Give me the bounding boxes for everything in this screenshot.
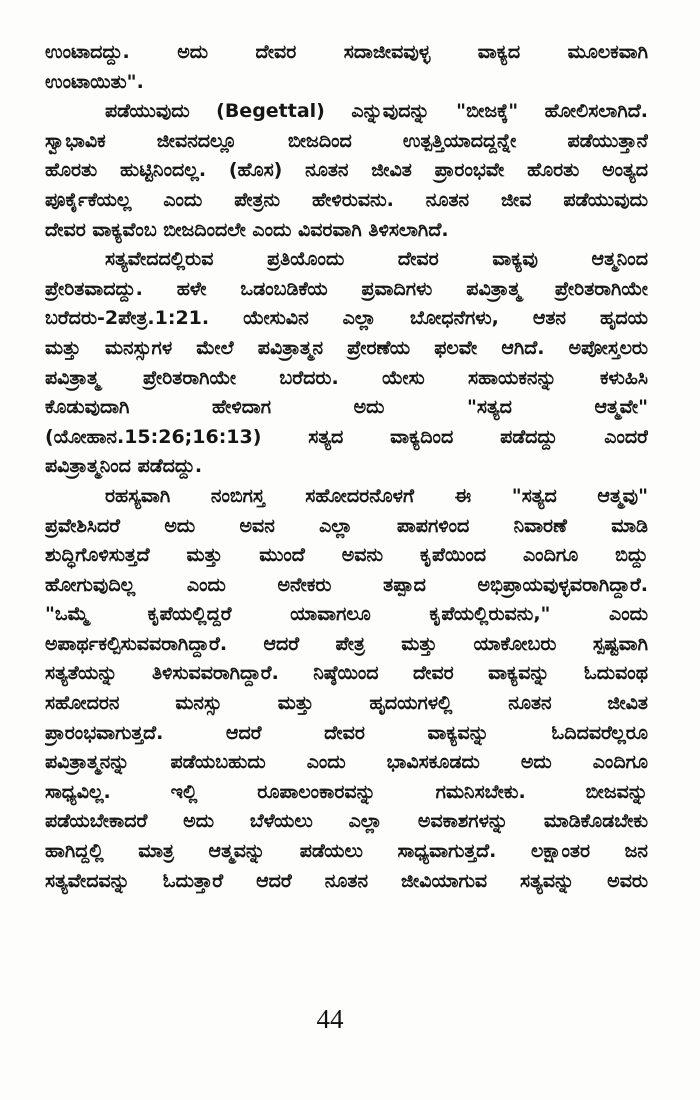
page-number: 44 — [316, 1004, 344, 1034]
text-line: "ಒಮ್ಮೆ ಕೃಪೆಯಲ್ಲಿದ್ದರೆ ಯಾವಾಗಲೂ ಕೃಪೆಯಲ್ಲಿರುವನು," ಎಂದು — [45, 603, 648, 626]
text-line: ಹಾಗಿದ್ದಲ್ಲಿ ಮಾತ್ರ ಆತ್ಮವನ್ನು ಪಡೆಯಲು ಸಾಧ್ಯವಾಗುತ್ತದೆ. ಲಕ್ಷಾಂತರ ಜನ — [45, 840, 648, 863]
text-line: ಪ್ರೇರಿತವಾದದ್ದು. ಹಳೇ ಒಡಂಬಡಿಕೆಯ ಪ್ರವಾದಿಗಳು ಪವಿತ್ರಾತ್ಮ ಪ್ರೇರಿತರಾಗಿಯೇ — [45, 277, 648, 300]
text-line: ಸತ್ಯವೇದವನ್ನು ಓದುತ್ತಾರೆ ಆದರೆ ನೂತನ ಜೀವಿಯಾಗುವ ಸತ್ಯವನ್ನು ಅವರು — [45, 869, 648, 892]
text-line: ಪವಿತ್ರಾತ್ಮನಿಂದ ಪಡೆದದ್ದು. — [45, 455, 203, 478]
text-line: ದೇವರ ವಾಕ್ಯವೆಂಬ ಬೀಜದಿಂದಲೇ ಎಂದು ವಿವರವಾಗಿ ತಿಳಿಸಲಾಗಿದೆ. — [45, 218, 449, 241]
text-line: ಪೂರ್ಕೈಕೆಯಲ್ಲ ಎಂದು ಪೇತ್ರನು ಹೇಳಿರುವನು. ನೂತನ ಜೀವ ಪಡೆಯುವುದು — [45, 188, 648, 211]
text-line: ಸ್ವಾಭಾವಿಕ ಜೀವನದಲ್ಲೂ ಬೀಜದಿಂದ ಉತ್ಪತ್ತಿಯಾದದ್ದನ್ನೇ ಪಡೆಯುತ್ತಾನೆ — [45, 129, 648, 152]
text-line: ಅಪಾರ್ಥಕಲ್ಪಿಸುವವರಾಗಿದ್ದಾರೆ. ಆದರೆ ಪೇತ್ರ ಮತ್ತು ಯಾಕೋಬರು ಸ್ಪಷ್ಟವಾಗಿ — [45, 632, 648, 655]
text-line: ಉಂಟಾದದ್ದು. ಅದು ದೇವರ ಸದಾಜೀವವುಳ್ಳ ವಾಕ್ಯದ ಮೂಲಕವಾಗಿ — [45, 41, 648, 63]
text-line: ಪವಿತ್ರಾತ್ಮನನ್ನು ಪಡೆಯಬಹುದು ಎಂದು ಭಾವಿಸಕೂಡದು ಅದು ಎಂದಿಗೂ — [45, 751, 648, 774]
paragraph-start-line: ಸತ್ಯವೇದದಲ್ಲಿರುವ ಪ್ರತಿಯೊಂದು ದೇವರ ವಾಕ್ಯವು ಆತ್ಮನಿಂದ — [105, 248, 648, 271]
text-line: ಪ್ರಾರಂಭವಾಗುತ್ತದೆ. ಆದರೆ ದೇವರ ವಾಕ್ಯವನ್ನು ಓದಿದವರೆಲ್ಲರೂ — [45, 721, 648, 744]
text-line: ಪ್ರವೇಶಿಸಿದರೆ ಅದು ಅವನ ಎಲ್ಲಾ ಪಾಪಗಳಿಂದ ನಿವಾರಣೆ ಮಾಡಿ — [45, 514, 648, 537]
text-line: ಪಡೆಯಬೇಕಾದರೆ ಅದು ಬೆಳೆಯಲು ಎಲ್ಲಾ ಅವಕಾಶಗಳನ್ನು ಮಾಡಿಕೊಡಬೇಕು — [45, 810, 648, 833]
body-text — [45, 38, 648, 896]
text-line: (ಯೋಹಾನ.15:26;16:13) ಸತ್ಯದ ವಾಕ್ಯದಿಂದ ಪಡೆದದ್ದು ಎಂದರೆ — [45, 425, 648, 448]
text-line: ಶುದ್ಧಿಗೊಳಿಸುತ್ತದೆ ಮತ್ತು ಮುಂದೆ ಅವನು ಕೃಪೆಯಿಂದ ಎಂದಿಗೂ ಬಿದ್ದು — [45, 544, 648, 567]
text-line: ಹೋಗುವುದಿಲ್ಲ ಎಂದು ಅನೇಕರು ತಪ್ಪಾದ ಅಭಿಪ್ರಾಯವುಳ್ಳವರಾಗಿದ್ದಾರೆ. — [45, 573, 648, 596]
text-line: ಸಾಧ್ಯವಿಲ್ಲ. ಇಲ್ಲಿ ರೂಪಾಲಂಕಾರವನ್ನು ಗಮನಿಸಬೇಕು. ಬೀಜವನ್ನು — [45, 780, 648, 803]
text-line: ಮತ್ತು ಮನಸ್ಸುಗಳ ಮೇಲೆ ಪವಿತ್ರಾತ್ಮನ ಪ್ರೇರಣೆಯ ಫಲವೇ ಆಗಿದೆ. ಅಪೋಸ್ತಲರು — [45, 336, 648, 359]
text-line: ಬರೆದರು-2ಪೇತ್ರ.1:21. ಯೇಸುವಿನ ಎಲ್ಲಾ ಬೋಧನೆಗಳು, ಆತನ ಹೃದಯ — [45, 307, 648, 330]
text-line: ಉಂಟಾಯಿತು". — [45, 70, 144, 93]
text-line: ಸತ್ಯತೆಯನ್ನು ತಿಳಿಸುವವರಾಗಿದ್ದಾರೆ. ನಿಷ್ಠೆಯಿಂದ ದೇವರ ವಾಕ್ಯವನ್ನು ಓದುವಂಥ — [45, 662, 648, 685]
text-line: ಕೊಡುವುದಾಗಿ ಹೇಳಿದಾಗ ಅದು "ಸತ್ಯದ ಆತ್ಮವೇ" — [45, 396, 648, 419]
text-line: ಪವಿತ್ರಾತ್ಮ ಪ್ರೇರಿತರಾಗಿಯೇ ಬರೆದರು. ಯೇಸು ಸಹಾಯಕನನ್ನು ಕಳುಹಿಸಿ — [45, 366, 648, 389]
text-line: ಸಹೋದರನ ಮನಸ್ಸು ಮತ್ತು ಹೃದಯಗಳಲ್ಲಿ ನೂತನ ಜೀವಿತ — [45, 692, 648, 715]
paragraph-start-line: ರಹಸ್ಯವಾಗಿ ನಂಬಿಗಸ್ತ ಸಹೋದರನೊಳಗೆ ಈ "ಸತ್ಯದ ಆತ್ಮವು" — [105, 484, 648, 507]
text-line: ಹೊರತು ಹುಟ್ಟಿನಿಂದಲ್ಲ. (ಹೊಸ) ನೂತನ ಜೀವಿತ ಪ್ರಾರಂಭವೇ ಹೊರತು ಅಂತ್ಯದ — [45, 159, 648, 182]
paragraph-start-line: ಪಡೆಯುವುದು (Begettal) ಎನ್ನುವುದನ್ನು "ಬೀಜಕ್ಕೆ" ಹೋಲಿಸಲಾಗಿದೆ. — [105, 100, 648, 123]
